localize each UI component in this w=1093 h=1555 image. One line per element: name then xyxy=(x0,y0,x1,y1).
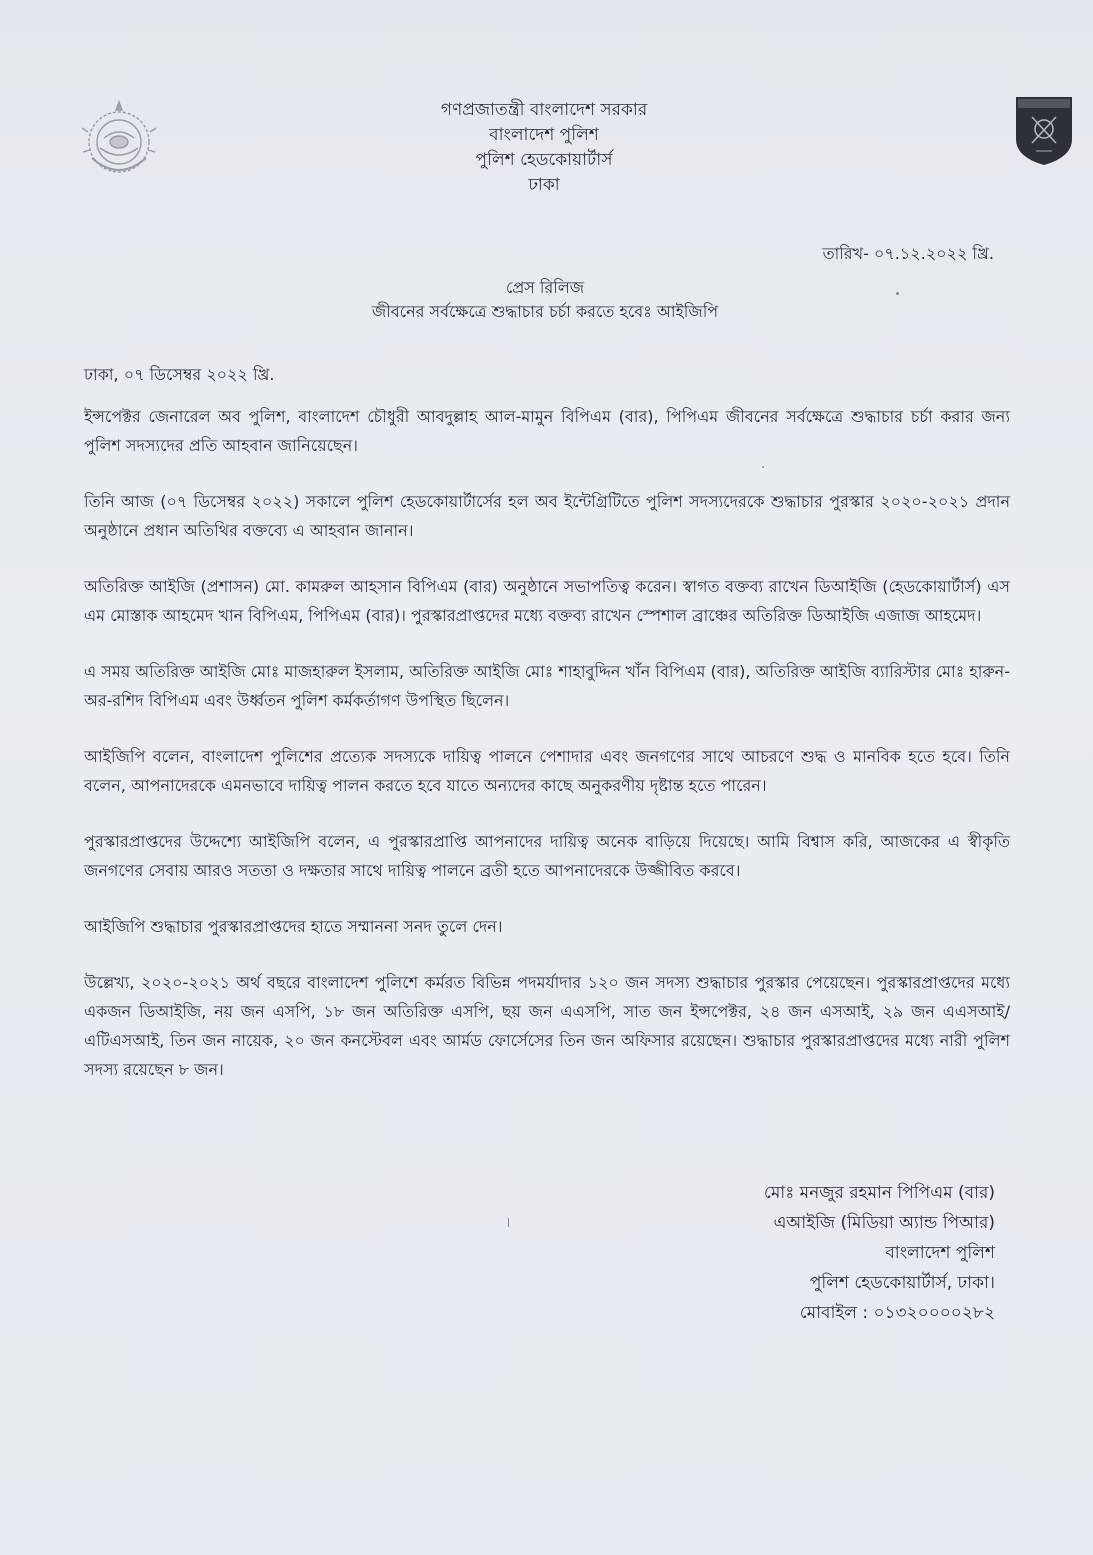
header-city: ঢাকা xyxy=(528,175,560,195)
paragraph: অতিরিক্ত আইজি (প্রশাসন) মো. কামরুল আহসান বিপিএম (বার) অনুষ্ঠানে সভাপতিত্ব করেন। স্বাগত বক্তব্য রাখেন ডিআইজি (হেডকোয়ার্টার্স) এস এম মোস্তাক আহমেদ খান বিপিএম, পিপিএম (বার)। পুরস্কারপ্রাপ্তদের মধ্যে বক্তব্য রাখেন স্পেশাল ব্রাঞ্চের অতিরিক্ত ডিআইজি এজাজ আহমেদ। xyxy=(84,577,1010,625)
dateline: ঢাকা, ০৭ ডিসেম্বর ২০২২ খ্রি. xyxy=(84,365,275,384)
police-shield-emblem-icon xyxy=(1014,95,1074,167)
release-date: তারিখ- ০৭.১২.২০২২ খ্রি. xyxy=(822,244,994,263)
signatory-organization: বাংলাদেশ পুলিশ xyxy=(885,1243,995,1263)
signatory-designation: এআইজি (মিডিয়া অ্যান্ড পিআর) xyxy=(773,1213,995,1233)
office-header xyxy=(300,98,788,198)
paper-speck xyxy=(896,292,899,295)
header-government: গণপ্রজাতন্ত্রী বাংলাদেশ সরকার xyxy=(440,100,648,120)
press-release-body xyxy=(84,402,1010,1111)
paragraph: ইন্সপেক্টর জেনারেল অব পুলিশ, বাংলাদেশ চৌধুরী আবদুল্লাহ আল-মামুন বিপিএম (বার), পিপিএম জীবনের সর্বক্ষেত্রে শুদ্ধাচার চর্চা করার জন্য পুলিশ সদস্যদের প্রতি আহবান জানিয়েছেন। xyxy=(84,407,1010,455)
signatory-mobile: মোবাইল : ০১৩২০০০০২৮২ xyxy=(799,1303,995,1323)
bangladesh-police-emblem-icon xyxy=(78,98,160,184)
document-subtitle: জীবনের সর্বক্ষেত্রে শুদ্ধাচার চর্চা করতে হবেঃ আইজিপি xyxy=(371,302,719,321)
paragraph: আইজিপি শুদ্ধাচার পুরস্কারপ্রাপ্তদের হাতে সম্মাননা সনদ তুলে দেন। xyxy=(84,917,503,936)
paragraph: পুরস্কারপ্রাপ্তদের উদ্দেশ্যে আইজিপি বলেন, এ পুরস্কারপ্রাপ্তি আপনাদের দায়িত্ব অনেক বাড়িয়ে দিয়েছে। আমি বিশ্বাস করি, আজকের এ স্বীকৃতি জনগণের সেবায় আরও সততা ও দক্ষতার সাথে দায়িত্ব পালনে ব্রতী হতে আপনাদেরকে উজ্জীবিত করবে। xyxy=(84,832,1010,880)
title-block xyxy=(250,276,840,324)
signatory-office: পুলিশ হেডকোয়ার্টার্স, ঢাকা। xyxy=(809,1273,995,1293)
paragraph: তিনি আজ (০৭ ডিসেম্বর ২০২২) সকালে পুলিশ হেডকোয়ার্টার্সের হল অব ইন্টেগ্রিটিতে পুলিশ সদস্যদেরকে শুদ্ধাচার পুরস্কার ২০২০-২০২১ প্রদান অনুষ্ঠানে প্রধান অতিথির বক্তব্যে এ আহবান জানান। xyxy=(84,492,1010,540)
paragraph: আইজিপি বলেন, বাংলাদেশ পুলিশের প্রত্যেক সদস্যকে দায়িত্ব পালনে পেশাদার এবং জনগণের সাথে আচরণে শুদ্ধ ও মানবিক হতে হবে। তিনি বলেন, আপনাদেরকে এমনভাবে দায়িত্ব পালন করতে হবে যাতে অন্যদের কাছে অনুকরণীয় দৃষ্টান্ত হতে পারেন। xyxy=(84,747,1010,795)
header-office: পুলিশ হেডকোয়ার্টার্স xyxy=(475,150,613,170)
paragraph: উল্লেখ্য, ২০২০-২০২১ অর্থ বছরে বাংলাদেশ পুলিশে কর্মরত বিভিন্ন পদমর্যাদার ১২০ জন সদস্য শুদ্ধাচার পুরস্কার পেয়েছেন। পুরস্কারপ্রাপ্তদের মধ্যে একজন ডিআইজি, নয় জন এসপি, ১৮ জন অতিরিক্ত এসপি, ছয় জন এএসপি, সাত জন ইন্সপেক্টর, ২৪ জন এসআই, ২৯ জন এএসআই/এটিএসআই, তিন জন নায়েক, ২০ জন কনস্টেবল এবং আর্মড ফোর্সেসের তিন জন অফিসার রয়েছেন। শুদ্ধাচার পুরস্কারপ্রাপ্তদের মধ্যে নারী পুলিশ সদস্য রয়েছেন ৮ জন। xyxy=(84,973,1010,1079)
header-organization: বাংলাদেশ পুলিশ xyxy=(489,125,599,145)
paragraph: এ সময় অতিরিক্ত আইজি মোঃ মাজহারুল ইসলাম, অতিরিক্ত আইজি মোঃ শাহাবুদ্দিন খাঁন বিপিএম (বার), অতিরিক্ত আইজি ব্যারিস্টার মোঃ হারুন-অর-রশিদ বিপিএম এবং উর্ধ্বতন পুলিশ কর্মকর্তাগণ উপস্থিত ছিলেন। xyxy=(84,662,1010,710)
document-title: প্রেস রিলিজ xyxy=(505,278,585,297)
signature-block xyxy=(620,1178,995,1328)
signatory-name: মোঃ মনজুর রহমান পিপিএম (বার) xyxy=(763,1183,995,1203)
paper-speck xyxy=(508,1218,509,1227)
paper-speck xyxy=(762,466,764,468)
